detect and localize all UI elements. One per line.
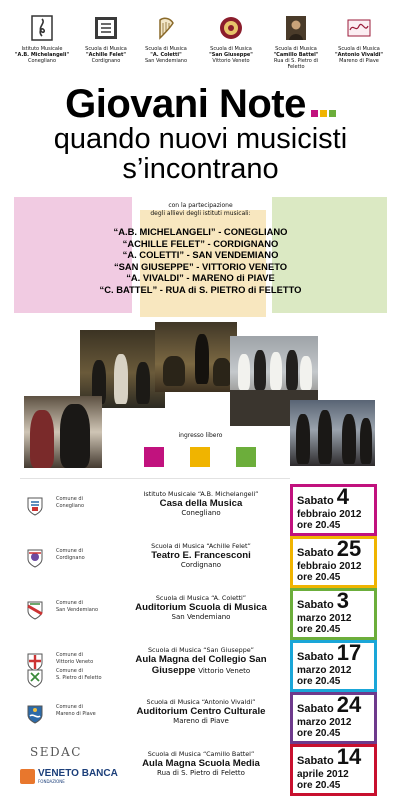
logo-town: Vittorio Veneto: [212, 58, 250, 64]
event-town: San Vendemiano: [171, 613, 231, 621]
event-month-year: febbraio 2012: [297, 509, 362, 520]
logo-town: Cordignano: [91, 58, 121, 64]
event-day: Sabato: [297, 495, 334, 507]
yellow-dot: [320, 110, 327, 117]
free-entry-text: ingresso libero: [178, 432, 223, 439]
event-town: Conegliano: [181, 509, 221, 517]
comune-label: [56, 652, 93, 665]
crest-icon: [219, 14, 243, 42]
event-time: ore 20.45: [297, 676, 341, 687]
event-row: [0, 588, 401, 638]
participation-line-1: con la partecipazione: [168, 202, 233, 209]
event-row: [0, 692, 401, 742]
comune-name: Vittorio Veneto: [56, 658, 94, 665]
vivaldi-script-icon: [337, 14, 381, 42]
event-month-year: marzo 2012: [297, 613, 352, 624]
comune-prefix: Comune di: [56, 548, 83, 554]
comune-label: [56, 600, 98, 613]
event-month-year: febbraio 2012: [297, 561, 362, 572]
event-time: ore 20.45: [297, 572, 341, 583]
pink-square: [144, 447, 164, 467]
event-school: Scuola di Musica “San Giuseppe”: [147, 646, 254, 654]
event-date-box: [290, 484, 377, 536]
veneto-banca-fondazione: FONDAZIONE: [38, 779, 65, 784]
event-school: Scuola di Musica “Camillo Battel”: [147, 750, 255, 758]
event-day: Sabato: [297, 755, 334, 767]
title-main: [0, 84, 401, 124]
event-school: Scuola di Musica “Antonio Vivaldi”: [146, 698, 256, 706]
school-item: “A.B. MICHELANGELI” - CONEGLIANO: [113, 226, 288, 237]
green-dot: [329, 110, 336, 117]
comune-label: [56, 496, 84, 509]
event-venue: [118, 542, 284, 570]
veneto-banca-mark-icon: [20, 769, 35, 784]
school-logos-row: [0, 14, 401, 80]
sedac-logo: SEDAC: [30, 745, 82, 759]
event-town: Rua di S. Pietro di Feletto: [157, 769, 245, 777]
event-day: Sabato: [297, 599, 334, 611]
event-time: ore 20.45: [297, 520, 341, 531]
conegliano-crest-icon: [26, 496, 44, 516]
event-place-continued: Giuseppe: [151, 665, 196, 676]
event-row: [0, 484, 401, 534]
schools-list: [0, 226, 401, 296]
logo-vivaldi: [329, 14, 389, 64]
event-school: Istituto Musicale “A.B. Michelangeli”: [143, 490, 259, 498]
title-text: Giovani Note: [65, 82, 306, 126]
comune-label: [56, 668, 102, 681]
divider: [20, 478, 290, 479]
event-place-line-2: [118, 665, 284, 676]
event-date-box: [290, 536, 377, 588]
logo-town: Rua di S. Pietro di Feletto: [273, 58, 319, 70]
comune-prefix: Comune di: [56, 600, 83, 606]
veneto-banca-logo: [20, 768, 118, 785]
event-place: Casa della Musica: [159, 498, 243, 509]
event-day: Sabato: [297, 651, 334, 663]
logo-type: Scuola di Musica: [85, 46, 127, 52]
logo-name: "A. Coletti": [150, 52, 182, 58]
event-town: Cordignano: [180, 561, 222, 569]
event-time: ore 20.45: [297, 780, 341, 791]
event-time: ore 20.45: [297, 728, 341, 739]
veneto-banca-name: VENETO BANCA: [38, 768, 118, 779]
logo-type: Scuola di Musica: [275, 46, 317, 52]
music-school-seal-icon: [94, 14, 118, 42]
school-item: “C. BATTEL” - RUA di S. PIETRO di FELETTO: [99, 283, 302, 295]
event-school: Scuola di Musica “Achille Felet”: [151, 542, 251, 550]
event-day-number: 3: [336, 588, 349, 613]
event-time: ore 20.45: [297, 624, 341, 635]
event-month-year: aprile 2012: [297, 769, 349, 780]
event-town: Mareno di Piave: [173, 717, 229, 725]
event-day-number: 14: [336, 744, 362, 769]
pink-dot: [311, 110, 318, 117]
event-date-box: [290, 640, 377, 692]
logo-type: Scuola di Musica: [338, 46, 380, 52]
school-item: “ACHILLE FELET” - CORDIGNANO: [122, 237, 279, 249]
logo-type: Scuola di Musica: [210, 46, 252, 52]
logo-town: San Vendemiano: [144, 58, 188, 64]
color-squares: [0, 447, 401, 467]
event-place: Teatro E. Francesconi: [151, 550, 251, 561]
event-month-year: marzo 2012: [297, 665, 352, 676]
comune-label: [56, 704, 96, 717]
green-square: [236, 447, 256, 467]
logo-type: Istituto Musicale: [21, 46, 63, 52]
participation-text: [0, 202, 401, 218]
event-date-box: [290, 692, 377, 744]
logo-coletti: [136, 14, 196, 64]
comune-name: Mareno di Piave: [56, 710, 96, 717]
subtitle-line-1: quando nuovi musicisti: [53, 123, 348, 155]
event-row: [0, 536, 401, 586]
cordignano-crest-icon: [26, 548, 44, 568]
school-item: “A. COLETTI” - SAN VENDEMIANO: [122, 249, 279, 261]
event-school: Scuola di Musica “A. Coletti”: [155, 594, 247, 602]
school-item: “SAN GIUSEPPE” - VITTORIO VENETO: [113, 260, 288, 272]
logo-battel: [266, 14, 326, 70]
logo-michelangeli: [12, 14, 72, 64]
comune-name: San Vendemiano: [56, 606, 99, 613]
logo-name: "Achille Felet": [86, 52, 126, 58]
s-pietro-di-feletto-crest-icon: [26, 668, 44, 688]
event-place: Aula Magna del Collegio San: [135, 654, 267, 665]
school-item: “A. VIVALDI” - MARENO di PIAVE: [126, 272, 275, 284]
logo-name: "Camillo Battel": [273, 52, 319, 58]
comune-name: Conegliano: [56, 502, 85, 509]
event-day: Sabato: [297, 703, 334, 715]
event-day-number: 4: [336, 484, 349, 509]
logo-town: Mareno di Piave: [339, 58, 379, 64]
event-town: Vittorio Veneto: [198, 667, 251, 675]
event-venue: [118, 698, 284, 726]
treble-clef-icon: [30, 14, 54, 42]
comune-prefix: Comune di: [56, 496, 83, 502]
event-month-year: marzo 2012: [297, 717, 352, 728]
logo-name: "San Giuseppe": [209, 52, 253, 58]
event-venue: [118, 594, 284, 622]
san-vendemiano-crest-icon: [26, 600, 44, 620]
logo-type: Scuola di Musica: [145, 46, 187, 52]
comune-prefix: Comune di: [56, 652, 83, 658]
event-day: Sabato: [297, 547, 334, 559]
mareno-di-piave-crest-icon: [26, 704, 44, 724]
event-place: Aula Magna Scuola Media: [142, 758, 260, 769]
comune-prefix: Comune di: [56, 668, 83, 674]
participation-line-2: degli allievi degli istituti musicali:: [150, 210, 251, 217]
photo-orchestra: [155, 322, 237, 392]
comune-name: Cordignano: [56, 554, 85, 561]
comune-prefix: Comune di: [56, 704, 83, 710]
portrait-icon: [284, 14, 308, 42]
subtitle-line-2: s’incontrano: [122, 153, 279, 185]
poster-title: [0, 84, 401, 184]
event-day-number: 24: [336, 692, 362, 717]
event-venue: [118, 750, 284, 778]
yellow-square: [190, 447, 210, 467]
event-row: [0, 640, 401, 690]
event-venue: [118, 646, 284, 676]
event-date-box: [290, 588, 377, 640]
event-date-box: [290, 744, 377, 796]
event-place: Auditorium Centro Culturale: [136, 706, 266, 717]
event-day-number: 17: [336, 640, 362, 665]
comune-name: S. Pietro di Feletto: [56, 674, 102, 681]
logo-felet: [76, 14, 136, 64]
logo-town: Conegliano: [27, 58, 57, 64]
event-day-number: 25: [336, 536, 362, 561]
comune-label: [56, 548, 85, 561]
event-place: Auditorium Scuola di Musica: [135, 602, 267, 613]
title-dots: [309, 84, 336, 124]
harp-icon: [154, 14, 178, 42]
logo-san-giuseppe: [201, 14, 261, 64]
logo-name: "Antonio Vivaldi": [334, 52, 384, 58]
event-venue: [118, 490, 284, 518]
logo-name: "A.B. Michelangeli": [14, 52, 70, 58]
